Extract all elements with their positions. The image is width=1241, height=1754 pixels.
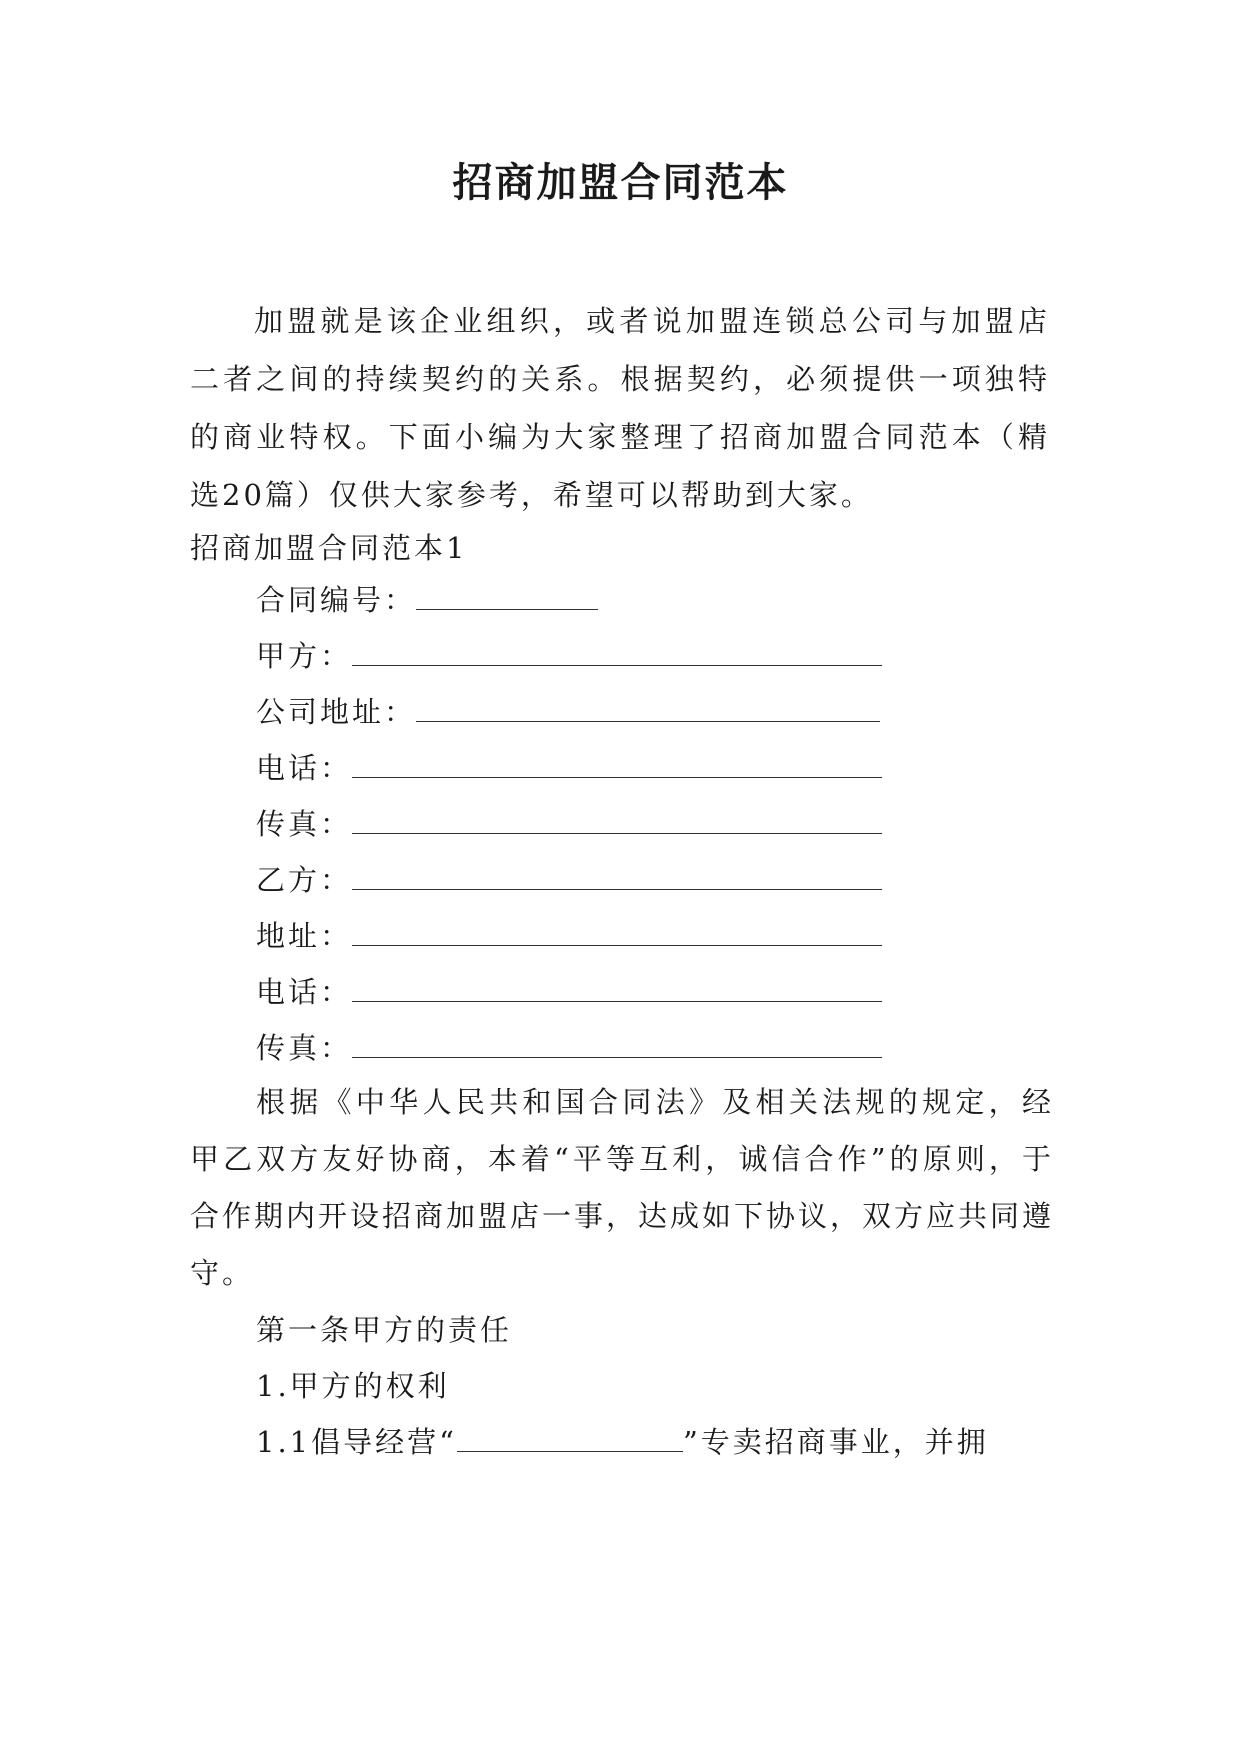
- fill-blank: [352, 751, 882, 778]
- fill-blank: [352, 639, 882, 666]
- fill-blank: [416, 695, 880, 722]
- agreement-paragraph: 根据《中华人民共和国合同法》及相关法规的规定，经甲乙双方友好协商，本着“平等互利，诚信合作”的原则，于合作期内开设招商加盟店一事，达成如下协议，双方应共同遵守。: [190, 1085, 1055, 1290]
- fill-blank: [352, 975, 882, 1002]
- clause-1: 1.甲方的权利: [256, 1369, 450, 1403]
- clause-1-1-prefix: 1.1倡导经营“: [256, 1425, 457, 1459]
- form-field-party-a: [256, 636, 882, 676]
- field-label: 甲方：: [256, 639, 353, 673]
- fill-blank: [352, 1031, 882, 1058]
- field-label: 电话：: [256, 975, 353, 1009]
- field-label: 传真：: [256, 807, 353, 841]
- clause-1-1: [256, 1422, 989, 1462]
- field-label: 传真：: [256, 1031, 353, 1065]
- form-field-party-a-phone: [256, 748, 882, 788]
- intro-paragraph: 加盟就是该企业组织，或者说加盟连锁总公司与加盟店二者之间的持续契约的关系。根据契约，必须提供一项独特的商业特权。下面小编为大家整理了招商加盟合同范本（精选20篇）仅供大家参考，希望可以帮助到大家。: [190, 304, 1050, 512]
- fill-blank: [352, 863, 882, 890]
- field-label: 乙方：: [256, 863, 353, 897]
- form-field-party-b-fax: [256, 1028, 882, 1068]
- form-field-party-a-fax: [256, 804, 882, 844]
- fill-blank: [416, 583, 598, 610]
- article-1-heading: 第一条甲方的责任: [256, 1313, 513, 1347]
- field-label: 合同编号：: [256, 583, 417, 617]
- form-field-company-address: [256, 692, 880, 732]
- form-field-party-b-address: [256, 916, 882, 956]
- form-field-party-b-phone: [256, 972, 882, 1012]
- field-label: 电话：: [256, 751, 353, 785]
- form-field-party-b: [256, 860, 882, 900]
- document-title: 招商加盟合同范本: [452, 159, 789, 206]
- section-heading: 招商加盟合同范本1: [190, 531, 468, 565]
- fill-blank: [352, 807, 882, 834]
- clause-1-1-suffix: ”专卖招商事业，并拥: [682, 1425, 989, 1459]
- fill-blank: [457, 1425, 683, 1452]
- field-label: 公司地址：: [256, 695, 417, 729]
- form-field-contract-number: [256, 580, 598, 620]
- field-label: 地址：: [256, 919, 353, 953]
- fill-blank: [352, 919, 882, 946]
